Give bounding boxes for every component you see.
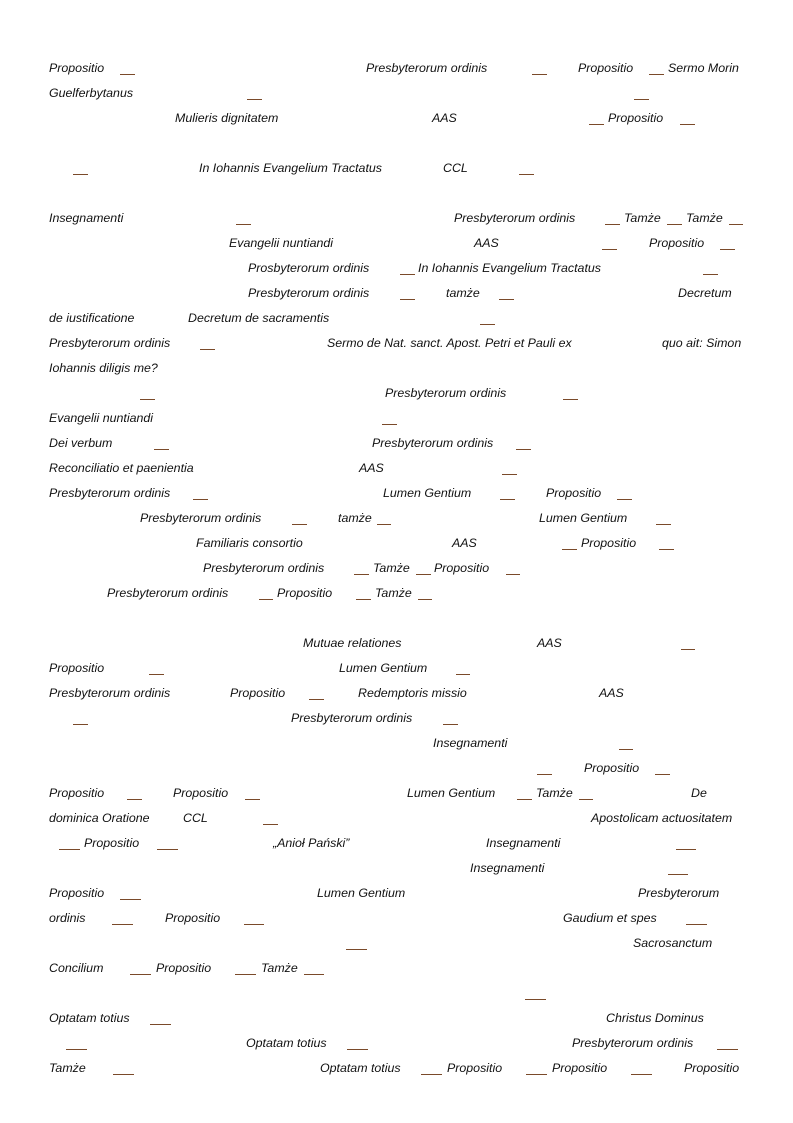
blank-line [537,774,552,775]
text-fragment: Prosbyterorum ordinis [248,261,370,275]
blank-line [236,224,251,225]
text-fragment: Propositio [165,911,221,925]
text-fragment: Lumen Gentium [539,511,628,525]
text-fragment: tamże [338,511,372,525]
text-fragment: Propositio [49,661,105,675]
blank-line [292,524,307,525]
text-fragment: Presbyterorum [638,886,720,900]
text-fragment: Optatam totius [246,1036,327,1050]
blank-line [400,274,415,275]
text-fragment: AAS [359,461,384,475]
text-fragment: Redemptoris missio [358,686,467,700]
blank-line [502,474,517,475]
blank-line [382,424,397,425]
text-fragment: quo ait: Simon [662,336,742,350]
blank-line [516,449,531,450]
text-fragment: Tamże [624,211,661,225]
blank-line [656,524,671,525]
blank-line [120,899,141,900]
text-fragment: Presbyterorum ordinis [248,286,370,300]
text-fragment: Evangelii nuntiandi [229,236,334,250]
text-fragment: Iohannis diligis me? [49,361,158,375]
text-fragment: Sermo de Nat. sanct. Apost. Petri et Pauli ex [327,336,572,350]
blank-line [500,499,515,500]
text-fragment: Tamże [261,961,298,975]
text-fragment: Tamże [373,561,410,575]
text-fragment: Propositio [546,486,602,500]
blank-line [73,724,88,725]
text-fragment: Insegnamenti [49,211,124,225]
blank-line [617,499,632,500]
text-fragment: Tamże [375,586,412,600]
blank-line [517,799,532,800]
text-fragment: Presbyterorum ordinis [385,386,507,400]
text-fragment: Propositio [608,111,664,125]
text-fragment: tamże [446,286,480,300]
blank-line [526,1074,547,1075]
blank-line [400,299,415,300]
text-fragment: De [691,786,707,800]
text-fragment: Propositio [230,686,286,700]
blank-line [416,574,431,575]
blank-line [244,924,264,925]
text-fragment: Sermo Morin [668,61,739,75]
text-fragment: Dei verbum [49,436,113,450]
blank-line [681,649,695,650]
text-fragment: „Anioł Pański” [273,836,350,850]
blank-line [200,349,215,350]
text-fragment: Optatam totius [320,1061,401,1075]
text-fragment: Propositio [49,61,105,75]
text-fragment: Propositio [277,586,333,600]
text-fragment: Christus Dominus [606,1011,704,1025]
text-fragment: Gaudium et spes [563,911,657,925]
text-fragment: Familiaris consortio [196,536,303,550]
text-fragment: Propositio [578,61,634,75]
blank-line [154,449,169,450]
blank-line [499,299,514,300]
blank-line [562,549,577,550]
text-fragment: de iustificatione [49,311,135,325]
text-fragment: AAS [537,636,562,650]
text-fragment: Insegnamenti [486,836,561,850]
blank-line [120,74,135,75]
blank-line [127,799,142,800]
blank-line [73,174,88,175]
blank-line [235,974,256,975]
text-fragment: Tamże [536,786,573,800]
blank-line [456,674,470,675]
blank-line [532,74,547,75]
blank-line [418,599,432,600]
text-fragment: Presbyterorum ordinis [140,511,262,525]
blank-line [655,774,670,775]
blank-line [525,999,546,1000]
text-fragment: Presbyterorum ordinis [107,586,229,600]
text-fragment: Reconciliatio et paenientia [49,461,194,475]
blank-line [354,574,369,575]
blank-line [729,224,743,225]
text-fragment: Tamże [49,1061,86,1075]
blank-line [149,674,164,675]
text-fragment: AAS [474,236,499,250]
text-fragment: Presbyterorum ordinis [366,61,488,75]
blank-line [421,1074,442,1075]
blank-line [605,224,620,225]
blank-line [304,974,324,975]
blank-line [579,799,593,800]
blank-line [619,749,633,750]
text-fragment: Propositio [434,561,490,575]
blank-line [130,974,151,975]
text-fragment: Propositio [584,761,640,775]
text-fragment: Propositio [49,886,105,900]
blank-line [668,874,688,875]
text-fragment: In Iohannis Evangelium Tractatus [418,261,601,275]
text-fragment: Propositio [581,536,637,550]
blank-line [506,574,520,575]
text-fragment: Apostolicam actuositatem [591,811,733,825]
blank-line [59,849,80,850]
blank-line [356,599,371,600]
text-fragment: Propositio [684,1061,740,1075]
blank-line [309,699,324,700]
text-fragment: Propositio [447,1061,503,1075]
text-fragment: Lumen Gentium [339,661,428,675]
text-fragment: Lumen Gentium [317,886,406,900]
text-fragment: Lumen Gentium [383,486,472,500]
blank-line [703,274,718,275]
blank-line [113,1074,134,1075]
text-fragment: Mutuae relationes [303,636,402,650]
blank-line [140,399,155,400]
blank-line [649,74,664,75]
text-fragment: Propositio [156,961,212,975]
text-fragment: Propositio [552,1061,608,1075]
text-fragment: Presbyterorum ordinis [49,686,171,700]
text-fragment: CCL [183,811,208,825]
text-fragment: Propositio [49,786,105,800]
text-fragment: Sacrosanctum [633,936,713,950]
blank-line [563,399,578,400]
blank-line [519,174,534,175]
text-fragment: Presbyterorum ordinis [572,1036,694,1050]
blank-line [602,249,617,250]
blank-line [377,524,391,525]
blank-line [634,99,649,100]
text-fragment: Optatam totius [49,1011,130,1025]
blank-line [66,1049,87,1050]
text-fragment: Concilium [49,961,104,975]
text-fragment: Lumen Gentium [407,786,496,800]
blank-line [193,499,208,500]
blank-line [631,1074,652,1075]
blank-line [259,599,273,600]
text-fragment: Presbyterorum ordinis [291,711,413,725]
blank-line [346,949,367,950]
text-fragment: Tamże [686,211,723,225]
text-fragment: Evangelii nuntiandi [49,411,154,425]
text-fragment: CCL [443,161,468,175]
blank-line [112,924,133,925]
blank-line [686,924,707,925]
text-fragment: Decretum de sacramentis [188,311,330,325]
blank-line [157,849,178,850]
blank-line [443,724,458,725]
blank-line [659,549,674,550]
text-fragment: AAS [452,536,477,550]
blank-line [720,249,735,250]
text-fragment: Insegnamenti [470,861,545,875]
text-fragment: Mulieris dignitatem [175,111,279,125]
text-fragment: Propositio [649,236,705,250]
blank-line [680,124,695,125]
blank-line [667,224,682,225]
text-fragment: Decretum [678,286,732,300]
text-fragment: Presbyterorum ordinis [49,486,171,500]
blank-line [245,799,260,800]
text-fragment: Propositio [173,786,229,800]
text-fragment: In Iohannis Evangelium Tractatus [199,161,382,175]
text-fragment: ordinis [49,911,86,925]
blank-line [676,849,696,850]
text-fragment: Presbyterorum ordinis [372,436,494,450]
text-fragment: Presbyterorum ordinis [49,336,171,350]
text-fragment: AAS [432,111,457,125]
text-fragment: Insegnamenti [433,736,508,750]
blank-line [480,324,495,325]
text-fragment: Presbyterorum ordinis [203,561,325,575]
text-fragment: dominica Oratione [49,811,150,825]
text-fragment: Guelferbytanus [49,86,134,100]
blank-line [247,99,262,100]
blank-line [589,124,604,125]
text-fragment: AAS [599,686,624,700]
blank-line [263,824,278,825]
blank-line [347,1049,368,1050]
text-fragment: Presbyterorum ordinis [454,211,576,225]
text-fragment: Propositio [84,836,140,850]
blank-line [150,1024,171,1025]
blank-line [717,1049,738,1050]
